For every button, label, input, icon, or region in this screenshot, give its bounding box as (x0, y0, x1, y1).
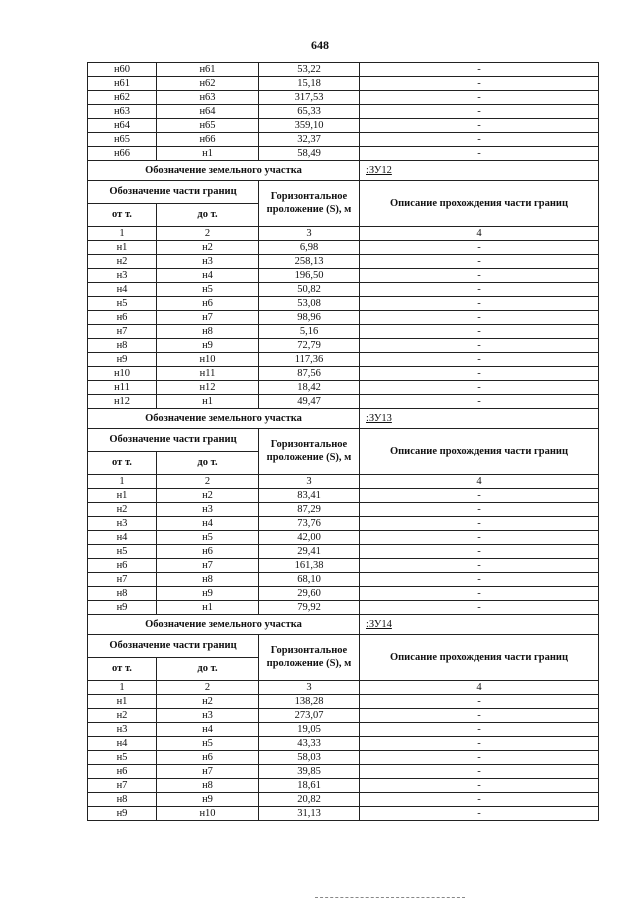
description-cell: - (360, 737, 599, 751)
table-row (88, 559, 599, 573)
parts-header: Обозначение части границ (88, 635, 259, 658)
col-number-3: 3 (259, 227, 360, 241)
description-cell: - (360, 793, 599, 807)
length-header: Горизонтальное проложение (S), м (259, 181, 360, 227)
description-cell: - (360, 601, 599, 615)
length-cell: 317,53 (259, 91, 360, 105)
from-point-cell: н6 (88, 765, 157, 779)
to-point-cell: н8 (157, 325, 259, 339)
to-point-cell: н2 (157, 695, 259, 709)
to-point-cell: н8 (157, 779, 259, 793)
column-number-row (88, 681, 599, 695)
to-point-cell: н6 (157, 751, 259, 765)
from-point-cell: н63 (88, 105, 157, 119)
from-point-cell: н1 (88, 489, 157, 503)
description-cell: - (360, 765, 599, 779)
description-cell: - (360, 751, 599, 765)
length-cell: 273,07 (259, 709, 360, 723)
length-header: Горизонтальное проложение (S), м (259, 429, 360, 475)
length-cell: 138,28 (259, 695, 360, 709)
header-row (88, 181, 599, 204)
to-point-cell: н2 (157, 241, 259, 255)
to-point-cell: н7 (157, 765, 259, 779)
table-row (88, 779, 599, 793)
to-point-cell: н10 (157, 353, 259, 367)
length-cell: 196,50 (259, 269, 360, 283)
from-point-cell: н60 (88, 63, 157, 77)
col-number-2: 2 (157, 681, 259, 695)
from-point-cell: н5 (88, 297, 157, 311)
header-row (88, 635, 599, 658)
table-row (88, 807, 599, 821)
from-point-cell: н2 (88, 255, 157, 269)
length-cell: 49,47 (259, 395, 360, 409)
from-point-cell: н11 (88, 381, 157, 395)
column-number-row (88, 475, 599, 489)
table-row (88, 531, 599, 545)
col-number-4: 4 (360, 475, 599, 489)
description-cell: - (360, 503, 599, 517)
to-point-cell: н1 (157, 601, 259, 615)
table-row (88, 709, 599, 723)
description-cell: - (360, 367, 599, 381)
length-cell: 6,98 (259, 241, 360, 255)
col-number-1: 1 (88, 227, 157, 241)
table-row (88, 105, 599, 119)
from-point-cell: н4 (88, 283, 157, 297)
table-row (88, 695, 599, 709)
length-cell: 32,37 (259, 133, 360, 147)
table-row (88, 517, 599, 531)
length-cell: 20,82 (259, 793, 360, 807)
description-cell: - (360, 559, 599, 573)
from-point-cell: н9 (88, 807, 157, 821)
table-row (88, 255, 599, 269)
length-cell: 117,36 (259, 353, 360, 367)
col-number-3: 3 (259, 475, 360, 489)
from-header: от т. (88, 658, 157, 681)
to-point-cell: н65 (157, 119, 259, 133)
to-point-cell: н4 (157, 517, 259, 531)
length-cell: 359,10 (259, 119, 360, 133)
description-cell: - (360, 77, 599, 91)
from-point-cell: н3 (88, 517, 157, 531)
table-row (88, 133, 599, 147)
description-cell: - (360, 133, 599, 147)
plot-label: Обозначение земельного участка (88, 409, 360, 429)
from-point-cell: н5 (88, 751, 157, 765)
table-row (88, 545, 599, 559)
description-cell: - (360, 353, 599, 367)
description-cell: - (360, 297, 599, 311)
from-point-cell: н2 (88, 709, 157, 723)
length-cell: 161,38 (259, 559, 360, 573)
plot-label: Обозначение земельного участка (88, 161, 360, 181)
col-number-3: 3 (259, 681, 360, 695)
scan-mark (315, 897, 465, 899)
section-title-row (88, 161, 599, 181)
from-point-cell: н1 (88, 695, 157, 709)
length-cell: 83,41 (259, 489, 360, 503)
from-point-cell: н65 (88, 133, 157, 147)
length-cell: 68,10 (259, 573, 360, 587)
length-cell: 18,61 (259, 779, 360, 793)
col-number-2: 2 (157, 475, 259, 489)
description-cell: - (360, 517, 599, 531)
table-row (88, 765, 599, 779)
length-cell: 98,96 (259, 311, 360, 325)
description-cell: - (360, 695, 599, 709)
length-cell: 50,82 (259, 283, 360, 297)
from-point-cell: н1 (88, 241, 157, 255)
page-number: 648 (311, 38, 329, 52)
section-title-row (88, 409, 599, 429)
from-point-cell: н3 (88, 723, 157, 737)
length-cell: 72,79 (259, 339, 360, 353)
to-point-cell: н7 (157, 311, 259, 325)
length-cell: 79,92 (259, 601, 360, 615)
from-point-cell: н6 (88, 311, 157, 325)
description-cell: - (360, 489, 599, 503)
length-cell: 53,22 (259, 63, 360, 77)
to-point-cell: н9 (157, 339, 259, 353)
description-cell: - (360, 63, 599, 77)
length-cell: 19,05 (259, 723, 360, 737)
length-cell: 65,33 (259, 105, 360, 119)
description-cell: - (360, 381, 599, 395)
description-cell: - (360, 119, 599, 133)
to-point-cell: н3 (157, 709, 259, 723)
table-row (88, 325, 599, 339)
to-point-cell: н62 (157, 77, 259, 91)
plot-code: :ЗУ13 (360, 409, 599, 429)
col-number-2: 2 (157, 227, 259, 241)
col-number-4: 4 (360, 227, 599, 241)
length-cell: 87,56 (259, 367, 360, 381)
from-point-cell: н9 (88, 601, 157, 615)
table-row (88, 241, 599, 255)
description-cell: - (360, 91, 599, 105)
to-point-cell: н8 (157, 573, 259, 587)
to-point-cell: н4 (157, 269, 259, 283)
table-row (88, 353, 599, 367)
to-point-cell: н2 (157, 489, 259, 503)
length-cell: 53,08 (259, 297, 360, 311)
to-point-cell: н10 (157, 807, 259, 821)
from-header: от т. (88, 204, 157, 227)
plot-code: :ЗУ14 (360, 615, 599, 635)
table-row (88, 147, 599, 161)
table-row (88, 119, 599, 133)
table-row (88, 339, 599, 353)
description-cell: - (360, 573, 599, 587)
description-cell: - (360, 325, 599, 339)
table-row (88, 573, 599, 587)
plot-label: Обозначение земельного участка (88, 615, 360, 635)
table-row (88, 63, 599, 77)
parts-header: Обозначение части границ (88, 429, 259, 452)
table-row (88, 601, 599, 615)
to-point-cell: н9 (157, 793, 259, 807)
from-point-cell: н64 (88, 119, 157, 133)
table-row (88, 367, 599, 381)
description-cell: - (360, 269, 599, 283)
from-point-cell: н3 (88, 269, 157, 283)
from-point-cell: н6 (88, 559, 157, 573)
to-header: до т. (157, 658, 259, 681)
description-cell: - (360, 545, 599, 559)
to-point-cell: н6 (157, 545, 259, 559)
table-row (88, 587, 599, 601)
to-header: до т. (157, 452, 259, 475)
table-row (88, 381, 599, 395)
to-point-cell: н3 (157, 255, 259, 269)
table-row (88, 283, 599, 297)
from-point-cell: н8 (88, 793, 157, 807)
from-point-cell: н10 (88, 367, 157, 381)
to-point-cell: н9 (157, 587, 259, 601)
from-point-cell: н7 (88, 573, 157, 587)
to-point-cell: н12 (157, 381, 259, 395)
table-row (88, 723, 599, 737)
length-cell: 58,49 (259, 147, 360, 161)
to-point-cell: н4 (157, 723, 259, 737)
from-point-cell: н2 (88, 503, 157, 517)
description-cell: - (360, 311, 599, 325)
header-row (88, 429, 599, 452)
to-point-cell: н1 (157, 395, 259, 409)
table-row (88, 793, 599, 807)
from-point-cell: н5 (88, 545, 157, 559)
from-point-cell: н66 (88, 147, 157, 161)
description-cell: - (360, 709, 599, 723)
length-cell: 39,85 (259, 765, 360, 779)
table-row (88, 297, 599, 311)
length-cell: 29,41 (259, 545, 360, 559)
length-cell: 18,42 (259, 381, 360, 395)
to-point-cell: н64 (157, 105, 259, 119)
table-row (88, 269, 599, 283)
description-cell: - (360, 147, 599, 161)
to-point-cell: н5 (157, 531, 259, 545)
description-cell: - (360, 283, 599, 297)
parts-header: Обозначение части границ (88, 181, 259, 204)
description-header: Описание прохождения части границ (360, 635, 599, 681)
table-row (88, 77, 599, 91)
description-header: Описание прохождения части границ (360, 181, 599, 227)
description-header: Описание прохождения части границ (360, 429, 599, 475)
section-title-row (88, 615, 599, 635)
length-cell: 29,60 (259, 587, 360, 601)
col-number-4: 4 (360, 681, 599, 695)
description-cell: - (360, 395, 599, 409)
table-row (88, 737, 599, 751)
to-point-cell: н11 (157, 367, 259, 381)
col-number-1: 1 (88, 681, 157, 695)
table-row (88, 395, 599, 409)
length-cell: 15,18 (259, 77, 360, 91)
length-cell: 31,13 (259, 807, 360, 821)
to-point-cell: н6 (157, 297, 259, 311)
description-cell: - (360, 807, 599, 821)
description-cell: - (360, 723, 599, 737)
to-point-cell: н63 (157, 91, 259, 105)
to-point-cell: н1 (157, 147, 259, 161)
from-point-cell: н8 (88, 587, 157, 601)
length-cell: 58,03 (259, 751, 360, 765)
to-point-cell: н61 (157, 63, 259, 77)
to-header: до т. (157, 204, 259, 227)
description-cell: - (360, 105, 599, 119)
table-row (88, 311, 599, 325)
to-point-cell: н5 (157, 283, 259, 297)
table-body (88, 63, 599, 821)
length-cell: 43,33 (259, 737, 360, 751)
from-point-cell: н62 (88, 91, 157, 105)
description-cell: - (360, 255, 599, 269)
from-point-cell: н61 (88, 77, 157, 91)
length-cell: 87,29 (259, 503, 360, 517)
table-row (88, 503, 599, 517)
from-point-cell: н7 (88, 325, 157, 339)
description-cell: - (360, 779, 599, 793)
boundary-table (87, 62, 599, 821)
from-point-cell: н9 (88, 353, 157, 367)
from-point-cell: н4 (88, 531, 157, 545)
col-number-1: 1 (88, 475, 157, 489)
description-cell: - (360, 339, 599, 353)
to-point-cell: н66 (157, 133, 259, 147)
length-cell: 258,13 (259, 255, 360, 269)
from-point-cell: н7 (88, 779, 157, 793)
to-point-cell: н7 (157, 559, 259, 573)
to-point-cell: н3 (157, 503, 259, 517)
length-cell: 42,00 (259, 531, 360, 545)
plot-code: :ЗУ12 (360, 161, 599, 181)
length-cell: 73,76 (259, 517, 360, 531)
length-cell: 5,16 (259, 325, 360, 339)
from-header: от т. (88, 452, 157, 475)
description-cell: - (360, 241, 599, 255)
from-point-cell: н12 (88, 395, 157, 409)
to-point-cell: н5 (157, 737, 259, 751)
table-row (88, 751, 599, 765)
description-cell: - (360, 531, 599, 545)
column-number-row (88, 227, 599, 241)
table-row (88, 489, 599, 503)
table-row (88, 91, 599, 105)
from-point-cell: н4 (88, 737, 157, 751)
length-header: Горизонтальное проложение (S), м (259, 635, 360, 681)
from-point-cell: н8 (88, 339, 157, 353)
description-cell: - (360, 587, 599, 601)
